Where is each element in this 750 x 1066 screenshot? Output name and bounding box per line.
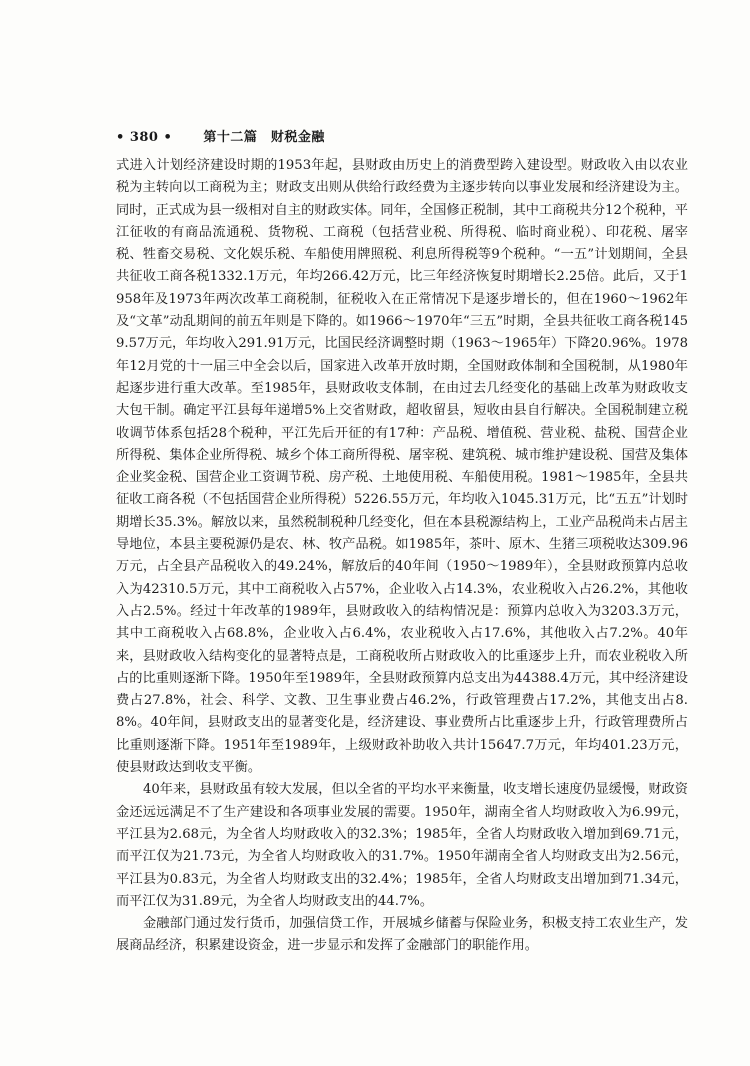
chapter-title: 第十二篇 财税金融 [203, 130, 325, 145]
paragraph: 40年来，县财政虽有较大发展，但以全省的平均水平来衡量，收支增长速度仍显缓慢，财政资金还远远满足不了生产建设和各项事业发展的需要。1950年，湖南全省人均财政收入为6.99元，平江县为2.68元，为全省人均财政收入的32.3%；1985年，全省人均财政收入增加到69.71元，而平江仅为21.73元，为全省人均财政收入的31.7%。1950年湖南全省人均财政支出为2.56元，平江县为0.83元，为全省人均财政支出的32.4%；1985年，全省人均财政支出增加到71.34元，而平江仅为31.89元，为全省人均财政支出的44.7%。 [116, 782, 688, 909]
running-head [116, 126, 325, 145]
paragraph: 式进入计划经济建设时期的1953年起，县财政由历史上的消费型跨入建设型。财政收入由以农业税为主转向以工商税为主；财政支出则从供给行政经费为主逐步转向以事业发展和经济建设为主。同时，正式成为县一级相对自主的财政实体。同年，全国修正税制，其中工商税共分12个税种，平江征收的有商品流通税、货物税、工商税（包括营业税、所得税、临时商业税）、印花税、屠宰税、牲畜交易税、文化娱乐税、车船使用牌照税、利息所得税等9个税种。“一五”计划期间，全县共征收工商各税1332.1万元，年均266.42万元，比三年经济恢复时期增长2.25倍。此后，又于1958年及1973年两次改革工商税制，征税收入在正常情况下是逐步增长的，但在1960～1962年及“文革”动乱期间的前五年则是下降的。如1966～1970年“三五”时期，全县共征收工商各税1459.57万元，年均收入291.91万元，比国民经济调整时期（1963～1965年）下降20.96%。1978年12月党的十一届三中全会以后，国家进入改革开放时期，全国财政体制和全国税制，从1980年起逐步进行重大改革。至1985年，县财政收支体制，在由过去几经变化的基础上改革为财政收支大包干制。确定平江县每年递增5%上交省财政，超收留县，短收由县自行解决。全国税制建立税收调节体系包括28个税种，平江先后开征的有17种：产品税、增值税、营业税、盐税、国营企业所得税、集体企业所得税、城乡个体工商所得税、屠宰税、建筑税、城市维护建设税、国营及集体企业奖金税、国营企业工资调节税、房产税、土地使用税、车船使用税。1981～1985年，全县共征收工商各税（不包括国营企业所得税）5226.55万元，年均收入1045.31万元，比“五五”计划时期增长35.3%。解放以来，虽然税制税种几经变化，但在本县税源结构上，工业产品税尚未占居主导地位，本县主要税源仍是农、林、牧产品税。如1985年，茶叶、原木、生猪三项税收达309.96万元，占全县产品税收入的49.24%，解放后的40年间（1950～1989年），全县财政预算内总收入为42310.5万元，其中工商税收入占57%，企业收入占14.3%，农业税收入占26.2%，其他收入占2.5%。经过十年改革的1989年，县财政收入的结构情况是：预算内总收入为3203.3万元，其中工商税收入占68.8%，企业收入占6.4%，农业税收入占17.6%，其他收入占7.2%。40年来，县财政收入结构变化的显著特点是，工商税收所占财政收入的比重逐步上升，而农业税收入所占的比重则逐渐下降。1950年至1989年，全县财政预算内总支出为44388.4万元，其中经济建设费占27.8%，社会、科学、文教、卫生事业费占46.2%，行政管理费占17.2%，其他支出占8.8%。40年间，县财政支出的显著变化是，经济建设、事业费所占比重逐步上升，行政管理费所占比重则逐渐下降。1951年至1989年，上级财政补助收入共计15647.7万元，年均401.23万元，使县财政达到收支平衡。 [116, 158, 688, 776]
body-text [116, 155, 688, 958]
page-number: • 380 • [116, 130, 173, 145]
paragraph: 金融部门通过发行货币，加强信贷工作，开展城乡储蓄与保险业务，积极支持工农业生产，发展商品经济，积累建设资金，进一步显示和发挥了金融部门的职能作用。 [116, 916, 688, 954]
